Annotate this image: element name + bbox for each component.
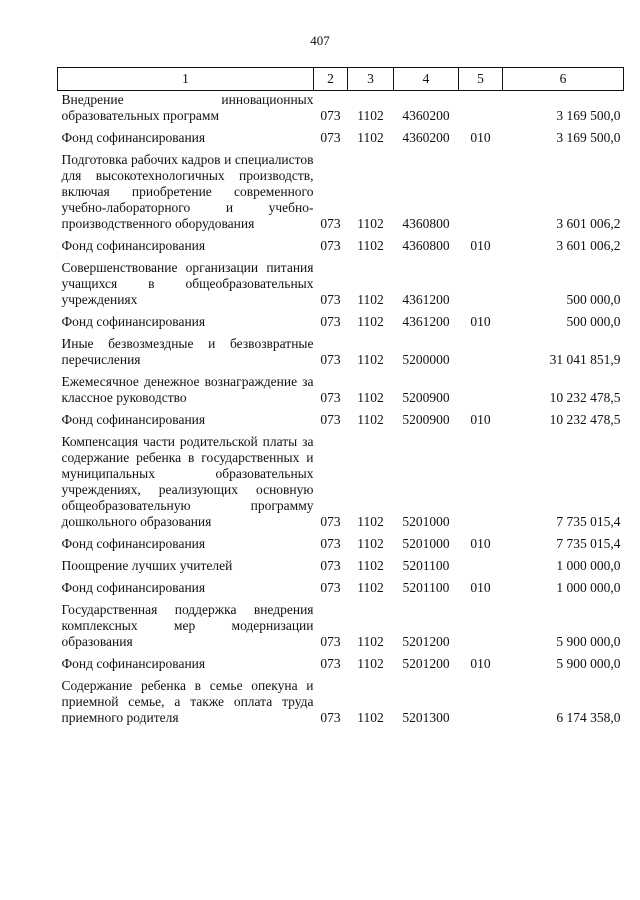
column-header-1: 1 [58,68,314,91]
row-col3: 1102 [357,108,384,123]
row-name: Фонд софинансирования [61,238,206,253]
row-col4: 5201100 [402,580,450,595]
column-header-2: 2 [314,68,348,91]
row-col4: 4360800 [402,238,450,253]
table-row [58,602,624,656]
table-row [58,130,624,152]
row-col2: 073 [320,536,341,551]
budget-table [57,67,624,732]
row-col3: 1102 [357,634,384,649]
row-amount: 1 000 000,0 [556,580,621,595]
row-col2: 073 [320,514,341,529]
row-name: Внедрение инновационных образовательных программ [61,92,314,123]
row-col3: 1102 [357,656,384,671]
row-name: Государственная поддержка внедрения комплексных мер модернизации образования [61,602,314,649]
column-header-5: 5 [459,68,503,91]
row-col5 [459,152,503,238]
row-col3: 1102 [357,130,384,145]
row-amount: 3 169 500,0 [556,130,621,145]
row-amount: 6 174 358,0 [556,710,621,725]
row-name: Фонд софинансирования [61,130,206,145]
row-amount: 500 000,0 [566,292,621,307]
row-col4: 5201100 [402,558,450,573]
row-col5: 010 [470,412,491,427]
row-name: Поощрение лучших учителей [61,558,233,573]
row-col2: 073 [320,238,341,253]
row-amount: 3 601 006,2 [556,216,621,231]
row-name: Фонд софинансирования [61,412,206,427]
table-row [58,580,624,602]
row-col4: 5200900 [402,412,450,427]
table-row [58,152,624,238]
table-row [58,314,624,336]
table-row [58,412,624,434]
row-col3: 1102 [357,292,384,307]
table-row [58,238,624,260]
row-col3: 1102 [357,238,384,253]
table-row [58,678,624,732]
row-amount: 3 601 006,2 [556,238,621,253]
row-col2: 073 [320,216,341,231]
row-col4: 4361200 [402,314,450,329]
row-col5 [459,336,503,374]
row-name: Фонд софинансирования [61,580,206,595]
row-col2: 073 [320,558,341,573]
row-name: Иные безвозмездные и безвозвратные перечисления [61,336,314,367]
table-row [58,558,624,580]
row-amount: 10 232 478,5 [549,390,621,405]
row-amount: 31 041 851,9 [549,352,621,367]
row-name: Фонд софинансирования [61,536,206,551]
row-col2: 073 [320,580,341,595]
row-col5: 010 [470,238,491,253]
row-name: Совершенствование организации питания учащихся в общеобразовательных учреждениях [61,260,314,307]
row-name: Фонд софинансирования [61,656,206,671]
row-col5 [459,374,503,412]
row-amount: 3 169 500,0 [556,108,621,123]
row-name: Содержание ребенка в семье опекуна и приемной семье, а также оплата труда приемного родителя [61,678,314,725]
row-amount: 5 900 000,0 [556,634,621,649]
row-name: Ежемесячное денежное вознаграждение за классное руководство [61,374,314,405]
row-col4: 4360800 [402,216,450,231]
row-name: Подготовка рабочих кадров и специалистов для высокотехнологичных производств, включая приобретение современного учебно-лабораторного и учебно-производственного оборудования [61,152,314,231]
table-row [58,91,624,131]
row-col2: 073 [320,634,341,649]
row-col3: 1102 [357,314,384,329]
row-name: Компенсация части родительской платы за содержание ребенка в государственных и муниципальных образовательных учреждениях, реализующих основную общеобразовательную программу дошкольного образования [61,434,314,529]
row-amount: 500 000,0 [566,314,621,329]
row-col3: 1102 [357,514,384,529]
row-col3: 1102 [357,536,384,551]
row-col2: 073 [320,130,341,145]
row-col4: 5201000 [402,536,450,551]
table-row [58,434,624,536]
column-header-4: 4 [394,68,459,91]
row-col5: 010 [470,580,491,595]
row-amount: 10 232 478,5 [549,412,621,427]
row-col4: 4360200 [402,108,450,123]
row-col3: 1102 [357,558,384,573]
row-amount: 5 900 000,0 [556,656,621,671]
row-col4: 5201000 [402,514,450,529]
row-amount: 7 735 015,4 [556,514,621,529]
row-col5 [459,558,503,580]
row-col5 [459,678,503,732]
row-col3: 1102 [357,710,384,725]
row-col2: 073 [320,656,341,671]
row-col4: 4360200 [402,130,450,145]
table-row [58,536,624,558]
row-col5: 010 [470,536,491,551]
row-col3: 1102 [357,412,384,427]
row-name: Фонд софинансирования [61,314,206,329]
row-col4: 5201200 [402,656,450,671]
row-col3: 1102 [357,352,384,367]
table-body [58,91,624,733]
row-col3: 1102 [357,390,384,405]
row-col5 [459,602,503,656]
column-header-3: 3 [348,68,394,91]
page-number: 407 [310,33,330,48]
row-col3: 1102 [357,216,384,231]
row-col2: 073 [320,412,341,427]
row-col2: 073 [320,314,341,329]
row-col5: 010 [470,130,491,145]
table-row [58,336,624,374]
row-col3: 1102 [357,580,384,595]
row-col2: 073 [320,352,341,367]
row-col5 [459,434,503,536]
row-col4: 5200900 [402,390,450,405]
row-col4: 4361200 [402,292,450,307]
row-col2: 073 [320,108,341,123]
row-amount: 1 000 000,0 [556,558,621,573]
table-row [58,656,624,678]
row-col4: 5201200 [402,634,450,649]
row-col4: 5201300 [402,710,450,725]
row-col2: 073 [320,292,341,307]
row-col4: 5200000 [402,352,450,367]
table-header [58,68,624,91]
row-col5 [459,91,503,131]
table-row [58,260,624,314]
row-col5: 010 [470,656,491,671]
column-header-6: 6 [503,68,624,91]
row-col5: 010 [470,314,491,329]
row-col5 [459,260,503,314]
row-amount: 7 735 015,4 [556,536,621,551]
table-row [58,374,624,412]
row-col2: 073 [320,710,341,725]
header-row [58,68,624,91]
row-col2: 073 [320,390,341,405]
